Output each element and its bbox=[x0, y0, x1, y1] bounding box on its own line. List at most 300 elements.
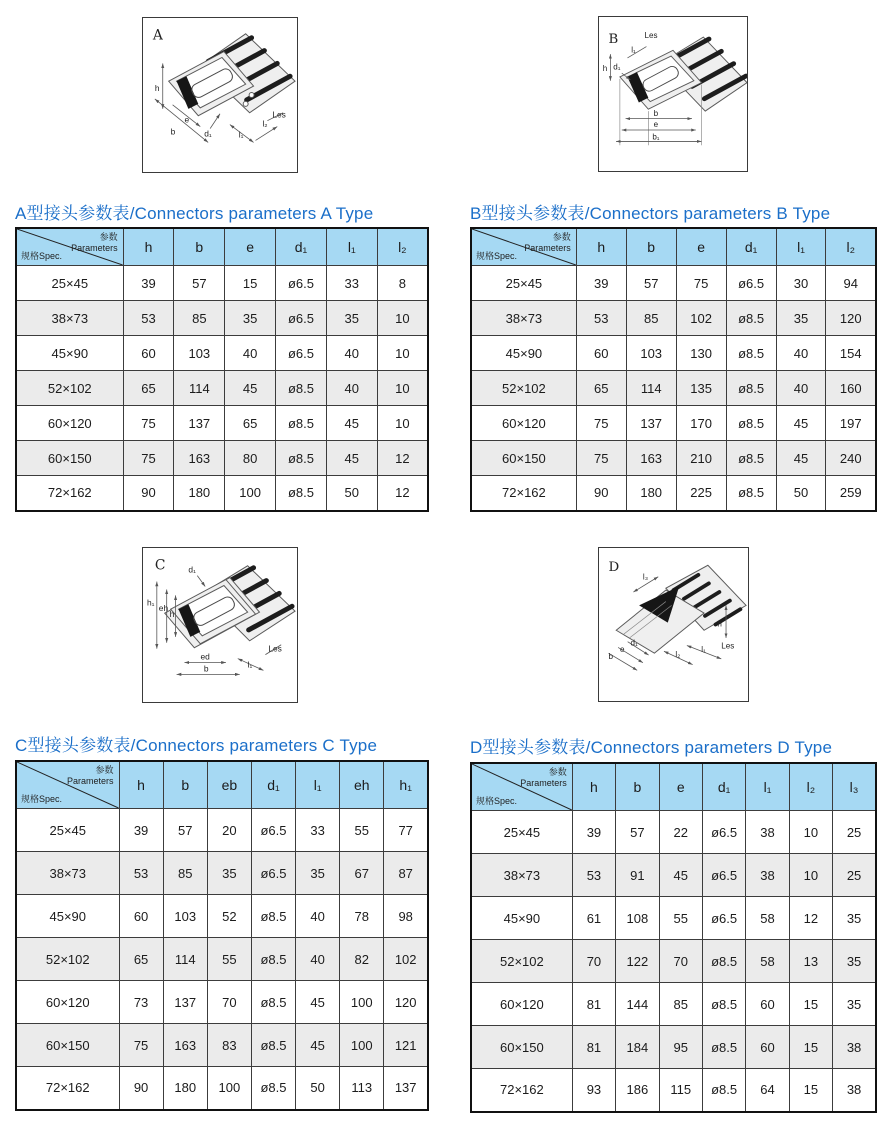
spec-cell: 72×162 bbox=[471, 1069, 572, 1112]
column-header: l₁ bbox=[776, 228, 826, 266]
value-cell: 120 bbox=[384, 981, 428, 1024]
column-header: e bbox=[676, 228, 726, 266]
dim-label-d1: d₁ bbox=[188, 564, 196, 575]
diagram-b-frame bbox=[598, 16, 748, 172]
column-header: l₁ bbox=[326, 228, 377, 266]
value-cell: 39 bbox=[572, 811, 615, 854]
spec-cell: 25×45 bbox=[471, 266, 576, 301]
value-cell: 13 bbox=[789, 940, 832, 983]
value-cell: 115 bbox=[659, 1069, 702, 1112]
diagram-letter: C bbox=[154, 557, 166, 574]
value-cell: 90 bbox=[576, 476, 626, 511]
value-cell: 40 bbox=[296, 895, 340, 938]
value-cell: 163 bbox=[626, 441, 676, 476]
value-cell: 120 bbox=[826, 301, 876, 336]
diagonal-header-cell bbox=[471, 228, 576, 266]
value-cell: 39 bbox=[119, 809, 163, 852]
diagram-letter: A bbox=[152, 27, 163, 44]
value-cell: 180 bbox=[626, 476, 676, 511]
parameters-table-c bbox=[15, 760, 429, 1111]
header-row bbox=[16, 228, 428, 266]
value-cell: 94 bbox=[826, 266, 876, 301]
parameters-table-b bbox=[470, 227, 877, 512]
value-cell: 40 bbox=[776, 336, 826, 371]
value-cell: 103 bbox=[174, 336, 225, 371]
value-cell: 90 bbox=[119, 1067, 163, 1110]
dim-label-l1: l₁ bbox=[247, 659, 253, 670]
column-header: b bbox=[616, 763, 659, 811]
value-cell: 40 bbox=[296, 938, 340, 981]
value-cell: 35 bbox=[326, 301, 377, 336]
parameters-label-en: Parameters bbox=[71, 243, 118, 254]
spec-cell: 45×90 bbox=[16, 895, 119, 938]
value-cell: 45 bbox=[776, 406, 826, 441]
value-cell: 22 bbox=[659, 811, 702, 854]
table-row bbox=[16, 1067, 428, 1110]
section-title-b: B型接头参数表/Connectors parameters B Type bbox=[470, 204, 831, 223]
spec-cell: 60×120 bbox=[16, 406, 123, 441]
value-cell: ø8.5 bbox=[726, 441, 776, 476]
parameters-label-en: Parameters bbox=[66, 776, 114, 787]
parameters-label-cn: 参数 bbox=[552, 232, 571, 242]
diagonal-header-cell bbox=[16, 761, 119, 809]
value-cell: 8 bbox=[377, 266, 428, 301]
spec-cell: 25×45 bbox=[16, 266, 123, 301]
connector-c-drawing bbox=[143, 548, 297, 702]
value-cell: ø8.5 bbox=[276, 476, 327, 511]
value-cell: ø6.5 bbox=[251, 809, 295, 852]
value-cell: 93 bbox=[572, 1069, 615, 1112]
value-cell: 85 bbox=[659, 983, 702, 1026]
spec-label: 规格Spec. bbox=[21, 251, 63, 261]
dim-label-b: b bbox=[170, 126, 176, 137]
value-cell: ø8.5 bbox=[702, 940, 745, 983]
value-cell: 70 bbox=[207, 981, 251, 1024]
value-cell: 137 bbox=[174, 406, 225, 441]
value-cell: 60 bbox=[746, 983, 789, 1026]
value-cell: 65 bbox=[225, 406, 276, 441]
dim-label-ed: ed bbox=[200, 651, 210, 662]
value-cell: 45 bbox=[776, 441, 826, 476]
value-cell: 35 bbox=[833, 940, 876, 983]
section-title-c: C型接头参数表/Connectors parameters C Type bbox=[15, 736, 378, 755]
value-cell: 184 bbox=[616, 1026, 659, 1069]
value-cell: 77 bbox=[384, 809, 428, 852]
value-cell: 38 bbox=[833, 1026, 876, 1069]
dim-label-les: Les bbox=[272, 109, 286, 120]
value-cell: 160 bbox=[826, 371, 876, 406]
spec-cell: 60×120 bbox=[16, 981, 119, 1024]
value-cell: 38 bbox=[746, 854, 789, 897]
spec-cell: 25×45 bbox=[471, 811, 572, 854]
value-cell: 50 bbox=[296, 1067, 340, 1110]
parameters-table-d bbox=[470, 762, 877, 1113]
dim-label-l2: l₂ bbox=[262, 118, 268, 129]
column-header: l₃ bbox=[833, 763, 876, 811]
value-cell: 35 bbox=[225, 301, 276, 336]
value-cell: 82 bbox=[340, 938, 384, 981]
column-header: h bbox=[576, 228, 626, 266]
table-row bbox=[471, 266, 876, 301]
connector-d-drawing bbox=[599, 548, 748, 701]
parameters-label-cn: 参数 bbox=[548, 767, 567, 777]
dim-label-h: h bbox=[602, 64, 608, 74]
value-cell: 75 bbox=[676, 266, 726, 301]
value-cell: 81 bbox=[572, 983, 615, 1026]
value-cell: 10 bbox=[789, 811, 832, 854]
value-cell: 40 bbox=[326, 336, 377, 371]
value-cell: 53 bbox=[572, 854, 615, 897]
value-cell: 102 bbox=[384, 938, 428, 981]
spec-cell: 60×120 bbox=[471, 983, 572, 1026]
value-cell: 114 bbox=[626, 371, 676, 406]
value-cell: 12 bbox=[377, 476, 428, 511]
value-cell: ø8.5 bbox=[251, 1067, 295, 1110]
value-cell: 103 bbox=[163, 895, 207, 938]
table-row bbox=[16, 406, 428, 441]
spec-cell: 60×150 bbox=[471, 1026, 572, 1069]
header-row bbox=[16, 761, 428, 809]
value-cell: 103 bbox=[626, 336, 676, 371]
spec-cell: 25×45 bbox=[16, 809, 119, 852]
table-row bbox=[16, 441, 428, 476]
dim-label-les: Les bbox=[268, 643, 282, 654]
value-cell: ø6.5 bbox=[276, 336, 327, 371]
value-cell: 20 bbox=[207, 809, 251, 852]
value-cell: ø8.5 bbox=[276, 406, 327, 441]
value-cell: 85 bbox=[174, 301, 225, 336]
value-cell: 57 bbox=[626, 266, 676, 301]
value-cell: 78 bbox=[340, 895, 384, 938]
value-cell: 91 bbox=[616, 854, 659, 897]
section-title-a: A型接头参数表/Connectors parameters A Type bbox=[15, 204, 374, 223]
value-cell: 10 bbox=[377, 406, 428, 441]
screw bbox=[249, 93, 254, 98]
value-cell: 45 bbox=[225, 371, 276, 406]
value-cell: ø8.5 bbox=[726, 336, 776, 371]
dim-label-h1: h₁ bbox=[146, 597, 155, 608]
column-header: d₁ bbox=[702, 763, 745, 811]
value-cell: ø8.5 bbox=[251, 938, 295, 981]
dim-label-h: h bbox=[169, 609, 175, 620]
value-cell: 38 bbox=[833, 1069, 876, 1112]
value-cell: ø6.5 bbox=[276, 266, 327, 301]
value-cell: 39 bbox=[123, 266, 174, 301]
table-row bbox=[471, 476, 876, 511]
parameters-label bbox=[520, 767, 567, 790]
parameters-label-cn: 参数 bbox=[95, 765, 114, 775]
value-cell: 33 bbox=[296, 809, 340, 852]
dim-label-e: e bbox=[184, 114, 190, 125]
value-cell: 55 bbox=[659, 897, 702, 940]
table-row bbox=[471, 336, 876, 371]
value-cell: 65 bbox=[123, 371, 174, 406]
parameters-label bbox=[71, 232, 118, 255]
value-cell: 57 bbox=[163, 809, 207, 852]
value-cell: 102 bbox=[676, 301, 726, 336]
value-cell: 114 bbox=[163, 938, 207, 981]
table-row bbox=[16, 981, 428, 1024]
value-cell: 137 bbox=[626, 406, 676, 441]
table-row bbox=[471, 854, 876, 897]
value-cell: 137 bbox=[384, 1067, 428, 1110]
table-row bbox=[471, 441, 876, 476]
table-row bbox=[16, 301, 428, 336]
spec-label: 规格Spec. bbox=[476, 796, 518, 806]
table-row bbox=[471, 983, 876, 1026]
value-cell: 58 bbox=[746, 940, 789, 983]
value-cell: 121 bbox=[384, 1024, 428, 1067]
spec-cell: 52×102 bbox=[471, 940, 572, 983]
value-cell: 61 bbox=[572, 897, 615, 940]
value-cell: 55 bbox=[207, 938, 251, 981]
value-cell: 108 bbox=[616, 897, 659, 940]
value-cell: 67 bbox=[340, 852, 384, 895]
column-header: eb bbox=[207, 761, 251, 809]
value-cell: 100 bbox=[340, 981, 384, 1024]
value-cell: 45 bbox=[326, 406, 377, 441]
value-cell: 100 bbox=[207, 1067, 251, 1110]
value-cell: 12 bbox=[377, 441, 428, 476]
value-cell: 98 bbox=[384, 895, 428, 938]
table-row bbox=[16, 809, 428, 852]
dim-label-h: h bbox=[717, 619, 722, 629]
value-cell: 60 bbox=[746, 1026, 789, 1069]
value-cell: ø8.5 bbox=[726, 301, 776, 336]
parameters-label-en: Parameters bbox=[524, 243, 571, 254]
value-cell: 170 bbox=[676, 406, 726, 441]
connector-b-drawing bbox=[599, 17, 747, 171]
value-cell: 35 bbox=[207, 852, 251, 895]
value-cell: 137 bbox=[163, 981, 207, 1024]
column-header: d₁ bbox=[251, 761, 295, 809]
value-cell: 15 bbox=[225, 266, 276, 301]
value-cell: 144 bbox=[616, 983, 659, 1026]
spec-cell: 52×102 bbox=[471, 371, 576, 406]
table-row bbox=[16, 852, 428, 895]
value-cell: 38 bbox=[746, 811, 789, 854]
column-header: l₂ bbox=[377, 228, 428, 266]
value-cell: 85 bbox=[163, 852, 207, 895]
value-cell: 25 bbox=[833, 811, 876, 854]
value-cell: ø6.5 bbox=[251, 852, 295, 895]
value-cell: ø8.5 bbox=[726, 371, 776, 406]
dim-label-e: e bbox=[653, 120, 659, 130]
value-cell: ø8.5 bbox=[702, 983, 745, 1026]
value-cell: 35 bbox=[776, 301, 826, 336]
value-cell: 197 bbox=[826, 406, 876, 441]
value-cell: ø8.5 bbox=[726, 406, 776, 441]
value-cell: 53 bbox=[119, 852, 163, 895]
dim-label-l2: l₂ bbox=[675, 649, 681, 659]
value-cell: 39 bbox=[576, 266, 626, 301]
spec-cell: 45×90 bbox=[471, 897, 572, 940]
column-header: h bbox=[123, 228, 174, 266]
value-cell: ø6.5 bbox=[702, 897, 745, 940]
table-row bbox=[16, 266, 428, 301]
value-cell: 135 bbox=[676, 371, 726, 406]
value-cell: 35 bbox=[833, 983, 876, 1026]
diagram-a-frame bbox=[142, 17, 298, 173]
diagonal-header-cell bbox=[16, 228, 123, 266]
table-row bbox=[471, 811, 876, 854]
value-cell: 10 bbox=[789, 854, 832, 897]
value-cell: 210 bbox=[676, 441, 726, 476]
table-row bbox=[16, 895, 428, 938]
value-cell: 40 bbox=[225, 336, 276, 371]
spec-cell: 38×73 bbox=[16, 301, 123, 336]
dim-label-d1: d₁ bbox=[613, 62, 621, 72]
value-cell: 25 bbox=[833, 854, 876, 897]
table-row bbox=[471, 940, 876, 983]
table-row bbox=[471, 406, 876, 441]
value-cell: ø8.5 bbox=[726, 476, 776, 511]
spec-cell: 38×73 bbox=[16, 852, 119, 895]
parameters-label-cn: 参数 bbox=[99, 232, 118, 242]
column-header: e bbox=[225, 228, 276, 266]
value-cell: 50 bbox=[776, 476, 826, 511]
value-cell: 40 bbox=[326, 371, 377, 406]
value-cell: 130 bbox=[676, 336, 726, 371]
column-header: l₁ bbox=[746, 763, 789, 811]
dim-label-b: b bbox=[608, 651, 614, 661]
value-cell: 122 bbox=[616, 940, 659, 983]
diagonal-header-cell bbox=[471, 763, 572, 811]
value-cell: 57 bbox=[174, 266, 225, 301]
column-header: h bbox=[572, 763, 615, 811]
value-cell: 52 bbox=[207, 895, 251, 938]
value-cell: 58 bbox=[746, 897, 789, 940]
value-cell: 15 bbox=[789, 983, 832, 1026]
table-row bbox=[471, 1069, 876, 1112]
value-cell: 114 bbox=[174, 371, 225, 406]
diagram-letter: B bbox=[608, 31, 619, 47]
value-cell: 259 bbox=[826, 476, 876, 511]
spec-cell: 52×102 bbox=[16, 371, 123, 406]
dim-label-b: b bbox=[653, 108, 659, 118]
header-row bbox=[471, 763, 876, 811]
section-title-d: D型接头参数表/Connectors parameters D Type bbox=[470, 738, 833, 757]
column-header: b bbox=[163, 761, 207, 809]
value-cell: 100 bbox=[340, 1024, 384, 1067]
dim-label-h: h bbox=[154, 83, 160, 94]
dim-label-b: b bbox=[203, 663, 209, 674]
table-row bbox=[471, 371, 876, 406]
value-cell: 12 bbox=[789, 897, 832, 940]
spec-cell: 45×90 bbox=[471, 336, 576, 371]
value-cell: ø6.5 bbox=[702, 811, 745, 854]
value-cell: 75 bbox=[576, 406, 626, 441]
column-header: b bbox=[626, 228, 676, 266]
column-header: b bbox=[174, 228, 225, 266]
dim-label-les: Les bbox=[721, 641, 735, 651]
spec-cell: 45×90 bbox=[16, 336, 123, 371]
connector-a-drawing bbox=[143, 18, 297, 172]
value-cell: 113 bbox=[340, 1067, 384, 1110]
diagram-c-frame bbox=[142, 547, 298, 703]
column-header: eh bbox=[340, 761, 384, 809]
value-cell: 10 bbox=[377, 371, 428, 406]
parameters-label-en: Parameters bbox=[520, 778, 567, 789]
value-cell: 50 bbox=[326, 476, 377, 511]
table-row bbox=[16, 938, 428, 981]
value-cell: 45 bbox=[296, 981, 340, 1024]
spec-cell: 60×150 bbox=[16, 441, 123, 476]
value-cell: 53 bbox=[576, 301, 626, 336]
dim-label-l3: l₃ bbox=[642, 572, 649, 582]
value-cell: 80 bbox=[225, 441, 276, 476]
spec-cell: 60×150 bbox=[16, 1024, 119, 1067]
value-cell: ø6.5 bbox=[276, 301, 327, 336]
value-cell: 70 bbox=[659, 940, 702, 983]
value-cell: 73 bbox=[119, 981, 163, 1024]
parameters-label bbox=[524, 232, 571, 255]
dim-label-d1: d₁ bbox=[630, 638, 638, 648]
value-cell: 60 bbox=[576, 336, 626, 371]
value-cell: 100 bbox=[225, 476, 276, 511]
value-cell: 53 bbox=[123, 301, 174, 336]
screw bbox=[243, 101, 248, 106]
column-header: h bbox=[119, 761, 163, 809]
value-cell: 60 bbox=[119, 895, 163, 938]
spec-label: 规格Spec. bbox=[21, 794, 63, 804]
spec-cell: 38×73 bbox=[471, 301, 576, 336]
value-cell: 40 bbox=[776, 371, 826, 406]
dim-label-l1: l₁ bbox=[238, 129, 244, 140]
spec-cell: 72×162 bbox=[471, 476, 576, 511]
value-cell: 180 bbox=[174, 476, 225, 511]
table-row bbox=[16, 371, 428, 406]
value-cell: 55 bbox=[340, 809, 384, 852]
value-cell: 10 bbox=[377, 301, 428, 336]
value-cell: 10 bbox=[377, 336, 428, 371]
value-cell: 35 bbox=[296, 852, 340, 895]
dim-label-b1: b₁ bbox=[652, 132, 660, 142]
value-cell: 65 bbox=[119, 938, 163, 981]
value-cell: ø8.5 bbox=[276, 441, 327, 476]
value-cell: ø8.5 bbox=[251, 1024, 295, 1067]
value-cell: 186 bbox=[616, 1069, 659, 1112]
value-cell: ø8.5 bbox=[251, 895, 295, 938]
diagram-letter: D bbox=[608, 560, 620, 576]
dim-label-d1: d₁ bbox=[204, 128, 212, 139]
spec-cell: 72×162 bbox=[16, 476, 123, 511]
column-header: l₂ bbox=[826, 228, 876, 266]
value-cell: 85 bbox=[626, 301, 676, 336]
value-cell: 75 bbox=[576, 441, 626, 476]
value-cell: 64 bbox=[746, 1069, 789, 1112]
value-cell: 33 bbox=[326, 266, 377, 301]
dim-label-e: e bbox=[620, 645, 625, 655]
value-cell: 180 bbox=[163, 1067, 207, 1110]
value-cell: ø8.5 bbox=[251, 981, 295, 1024]
value-cell: 87 bbox=[384, 852, 428, 895]
value-cell: 45 bbox=[659, 854, 702, 897]
spec-cell: 60×120 bbox=[471, 406, 576, 441]
value-cell: 81 bbox=[572, 1026, 615, 1069]
dim-label-eh: eh bbox=[158, 603, 169, 614]
table-row bbox=[471, 301, 876, 336]
column-header: l₂ bbox=[789, 763, 832, 811]
dim-label-l1: l₁ bbox=[701, 645, 706, 655]
spec-label: 规格Spec. bbox=[476, 251, 518, 261]
value-cell: ø8.5 bbox=[276, 371, 327, 406]
value-cell: 57 bbox=[616, 811, 659, 854]
value-cell: ø8.5 bbox=[702, 1069, 745, 1112]
value-cell: 163 bbox=[163, 1024, 207, 1067]
column-header: d₁ bbox=[726, 228, 776, 266]
value-cell: 60 bbox=[123, 336, 174, 371]
